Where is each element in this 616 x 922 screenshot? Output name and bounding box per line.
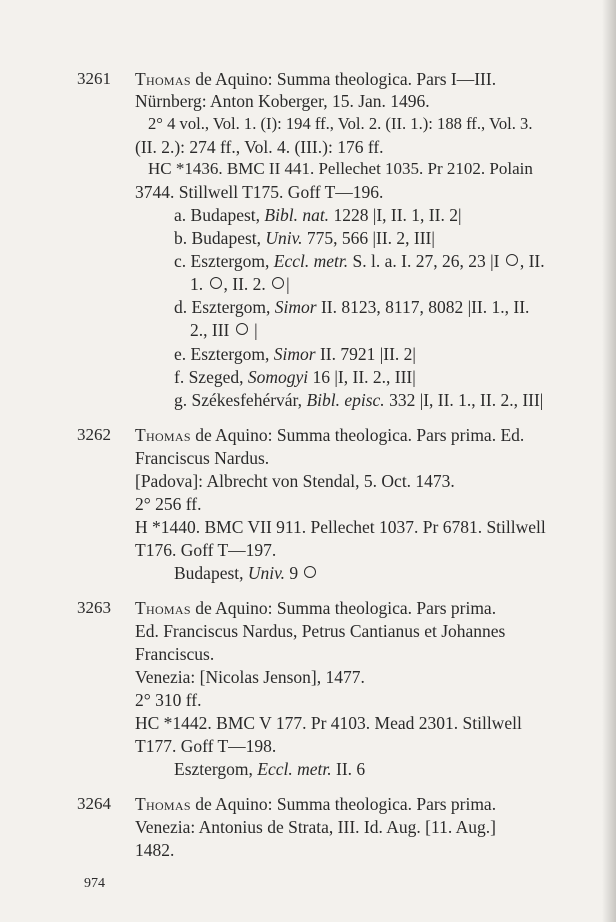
author-name: Thomas bbox=[135, 794, 191, 814]
entry-title-line: Thomas de Aquino: Summa theologica. Pars I—III. bbox=[135, 69, 497, 89]
holding-copy: Esztergom, Eccl. metr. II. 6 bbox=[174, 759, 366, 779]
entry-line: 1482. bbox=[135, 840, 175, 860]
holding-copy: b. Budapest, Univ. 775, 566 |II. 2, III| bbox=[174, 228, 435, 248]
entry-line: 2° 4 vol., Vol. 1. (I): 194 ff., Vol. 2. (II. 1.): 188 ff., Vol. 3. bbox=[148, 114, 533, 133]
entry-line: T176. Goff T—197. bbox=[135, 540, 277, 560]
entry-title-line: Thomas de Aquino: Summa theologica. Pars prima. bbox=[135, 598, 497, 618]
circle-mark-icon bbox=[272, 277, 284, 289]
circle-mark-icon bbox=[304, 566, 316, 578]
entry-line: T177. Goff T—198. bbox=[135, 736, 277, 756]
entry-line: Venezia: [Nicolas Jenson], 1477. bbox=[135, 667, 365, 687]
entry-line: Venezia: Antonius de Strata, III. Id. Aug. [11. Aug.] bbox=[135, 817, 496, 837]
page-number: 974 bbox=[84, 876, 105, 891]
entry-number: 3263 bbox=[77, 598, 111, 617]
entry-line: HC *1442. BMC V 177. Pr 4103. Mead 2301. Stillwell bbox=[135, 713, 522, 733]
entry-line: Ed. Franciscus Nardus, Petrus Cantianus et Johannes bbox=[135, 621, 506, 641]
author-name: Thomas bbox=[135, 69, 191, 89]
holding-copy: Budapest, Univ. 9 bbox=[174, 562, 318, 584]
holding-copy: e. Esztergom, Simor II. 7921 |II. 2| bbox=[174, 344, 416, 364]
entry-line: [Padova]: Albrecht von Stendal, 5. Oct. 1473. bbox=[135, 471, 455, 491]
holding-copy: c. Esztergom, Eccl. metr. S. l. a. I. 27, 26, 23 |I , II. bbox=[174, 251, 545, 271]
circle-mark-icon bbox=[236, 323, 248, 335]
holding-copy: d. Esztergom, Simor II. 8123, 8117, 8082 |II. 1., II. bbox=[174, 297, 530, 317]
holding-copy-cont: 1. , II. 2. | bbox=[190, 274, 290, 294]
holding-copy-cont: 2., III | bbox=[190, 320, 258, 340]
entry-line: HC *1436. BMC II 441. Pellechet 1035. Pr 2102. Polain bbox=[148, 159, 533, 178]
holding-copy: f. Szeged, Somogyi 16 |I, II. 2., III| bbox=[174, 367, 416, 387]
author-name: Thomas bbox=[135, 598, 191, 618]
entry-line: Franciscus. bbox=[135, 644, 215, 664]
entry-title-line: Thomas de Aquino: Summa theologica. Pars prima. bbox=[135, 794, 497, 814]
holding-copy: g. Székesfehérvár, Bibl. episc. 332 |I, II. 1., II. 2., III| bbox=[174, 390, 544, 410]
entry-line: (II. 2.): 274 ff., Vol. 4. (III.): 176 ff. bbox=[135, 137, 384, 157]
entry-title-line: Thomas de Aquino: Summa theologica. Pars prima. Ed. bbox=[135, 425, 525, 445]
holding-copy: a. Budapest, Bibl. nat. 1228 |I, II. 1, II. 2| bbox=[174, 205, 462, 225]
entry-line: 3744. Stillwell T175. Goff T—196. bbox=[135, 182, 384, 202]
entry-line: H *1440. BMC VII 911. Pellechet 1037. Pr 6781. Stillwell bbox=[135, 517, 546, 537]
entry-number: 3262 bbox=[77, 425, 111, 444]
entry-number: 3264 bbox=[77, 794, 111, 813]
entry-line: 2° 256 ff. bbox=[135, 494, 202, 514]
author-name: Thomas bbox=[135, 425, 191, 445]
entry-line: Franciscus Nardus. bbox=[135, 448, 270, 468]
entry-number: 3261 bbox=[77, 69, 111, 88]
entry-line: Nürnberg: Anton Koberger, 15. Jan. 1496. bbox=[135, 91, 430, 111]
circle-mark-icon bbox=[506, 254, 518, 266]
entry-line: 2° 310 ff. bbox=[135, 690, 202, 710]
page-gutter-shadow bbox=[602, 0, 616, 922]
circle-mark-icon bbox=[210, 277, 222, 289]
